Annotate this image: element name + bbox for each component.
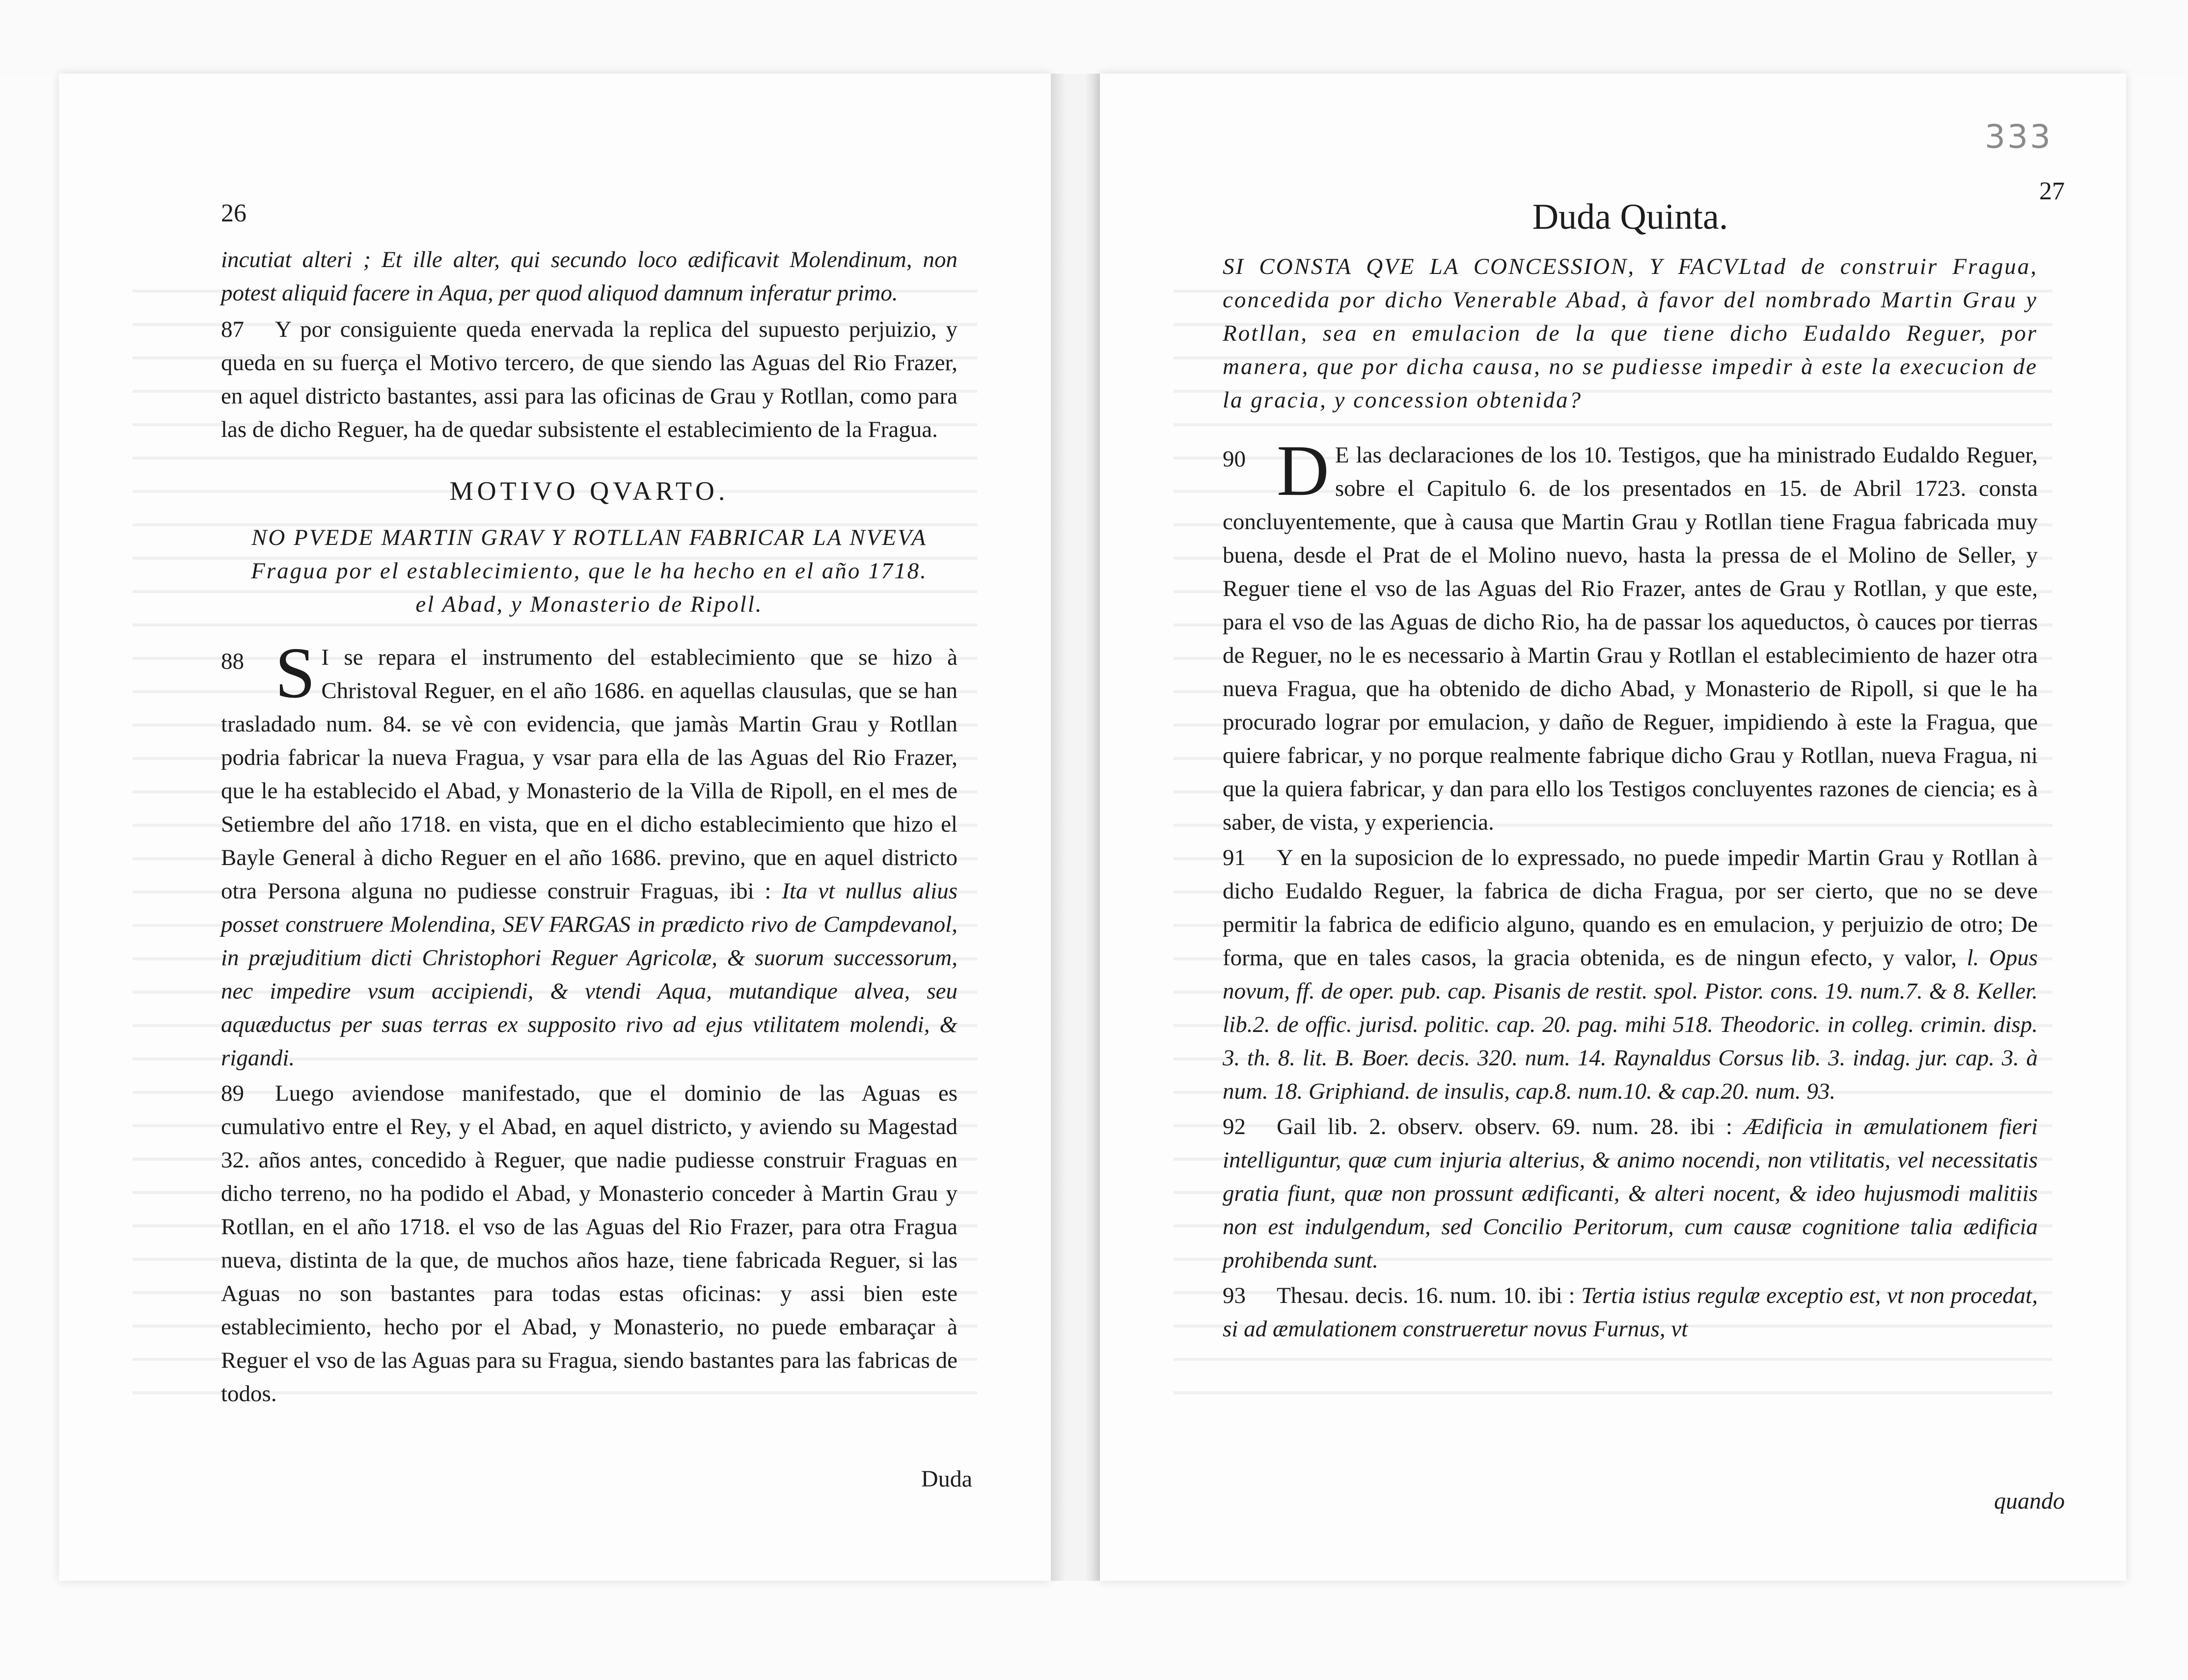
paragraph-93 [1223,1279,2038,1346]
paragraph-number: 89 [221,1081,244,1106]
paragraph-91 [1223,841,2038,1108]
left-page-text [221,243,957,1410]
book-gutter [1051,74,1100,1581]
paragraph-93-lead: Thesau. decis. 16. num. 10. ibi : [1277,1283,1575,1308]
right-page [1100,74,2126,1581]
catchword: Duda [921,1466,972,1492]
catchword: quando [1994,1488,2065,1514]
paragraph-91-text: Y en la suposicion de lo expressado, no puede impedir Martin Grau y Rotllan à dicho Eudaldo Reguer, la fabrica de dicha Fragua, por ser cierto, que no se deve permitir la fabrica de edificio alguno, quando es en emulacion, y perjuizio de otro; De forma, que en tales casos, la gracia obtenida, es de ningun efecto, y valor, [1223,845,2038,971]
paragraph-91-citations: l. Opus novum, ff. de oper. pub. cap. Pisanis de restit. spol. Pistor. cons. 19. num.7. & 8. Keller. lib.2. de offic. jurisd. politic. cap. 20. pag. mihi 518. Theodoric. in colleg. crimin. disp. 3. th. 8. lit. B. Boer. decis. 320. num. 14. Raynaldus Corsus lib. 3. indag. jur. cap. 3. à num. 18. Griphiand. de insulis, cap.8. num.10. & cap.20. num. 93. [1223,945,2038,1104]
paragraph-87-text: Y por consiguiente queda enervada la replica del supuesto perjuizio, y queda en su fuerça el Motivo tercero, de que siendo las Aguas del Rio Frazer, en aquel districto bastantes, assi para las oficinas de Grau y Rotllan, como para las de dicho Reguer, ha de quedar subsistente el establecimiento de la Fragua. [221,317,957,442]
paragraph-89 [221,1077,957,1410]
paragraph-92-latin-quote: Ædificia in æmulationem fieri intelliguntur, quæ cum injuria alterius, & animo nocendi, non vtilitatis, vel necessitatis gratia fiunt, quæ non prossunt ædificanti, & alteri nocent, & ideo hujusmodi malitiis non est indulgendum, sed Concilio Peritorum, cum causæ cognitione talia ædificia prohibenda sunt. [1223,1114,2038,1273]
motivo-heading: MOTIVO QVARTO. [449,476,729,506]
paragraph-87 [221,313,957,446]
paragraph-88-latin-quote: Ita vt nullus alius posset construere Molendina, SEV FARGAS in prædicto rivo de Campdevanol, in præjuditium dicti Christophori Reguer Agricolæ, & suorum successorum, nec impedire vsum accipiendi, & vtendi Aqua, mutandique alvea, seu aquæductus per suas terras ex supposito rivo ad ejus vtilitatem molendi, & rigandi. [221,878,958,1071]
drop-capital: D [1277,431,1329,511]
paragraph-number: 91 [1223,845,1246,870]
paragraph-number: 87 [221,317,244,342]
paragraph-number: 92 [1223,1114,1246,1139]
paragraph-93-latin-quote: Tertia istius regulæ exceptio est, vt non procedat, si ad æmulationem construeretur novus Furnus, vt [1223,1283,2038,1342]
paragraph-88 [221,633,958,1075]
paragraph-92-lead: Gail lib. 2. observ. observ. 69. num. 28. ibi : [1277,1114,1732,1139]
paragraph-89-text: Luego aviendose manifestado, que el dominio de las Aguas es cumulativo entre el Rey, y el Abad, en aquel districto, y aviendo su Magestad 32. años antes, concedido à Reguer, que nadie pudiesse construir Fraguas en dicho terreno, no ha podido el Abad, y Monasterio conceder à Martin Grau y Rotllan, en el año 1718. el vso de las Aguas del Rio Frazer, para otra Fragua nueva, distinta de la que, de muchos años haze, tiene fabricada Reguer, si las Aguas no son bastantes para todas estas oficinas: y assi bien este establecimiento, hecho por el Abad, y Monasterio, no puede embaraçar à Reguer el vso de las Aguas para su Fragua, siendo bastantes para las fabricas de todos. [221,1081,957,1407]
paragraph-number: 93 [1223,1283,1246,1308]
left-page [59,74,1051,1581]
paragraph-number: 88 [221,649,244,674]
continued-paragraph: incutiat alteri ; Et ille alter, qui secundo loco ædificavit Molendinum, non potest aliquid facere in Aqua, per quod aliquod damnum inferatur primo. [221,247,957,306]
paragraph-88-text: I se repara el instrumento del establecimiento que se hizo à Christoval Reguer, en el año 1686. en aquellas clausulas, que se han trasladado num. 84. se vè con evidencia, que jamàs Martin Grau y Rotllan podria fabricar la nueva Fragua, y vsar para ella de las Aguas del Rio Frazer, que le ha establecido el Abad, y Monasterio de la Villa de Ripoll, en el mes de Setiembre del año 1718. en vista, que en el dicho establecimiento que hizo el Bayle General à dicho Reguer en el año 1686. previno, que en aquel districto otra Persona alguna no pudiesse construir Fraguas, ibi : [221,645,957,904]
duda-heading: Duda Quinta. [1532,197,1728,237]
paragraph-number: 90 [1223,446,1246,472]
motivo-subtitle: NO PVEDE MARTIN GRAV Y ROTLLAN FABRICAR LA NVEVA Fragua por el establecimiento, que le ha hecho en el año 1718. el Abad, y Monasterio de Ripoll. [251,525,928,617]
pencil-folio-mark: 333 [1985,118,2052,156]
right-page-number: 27 [2039,177,2065,205]
paragraph-90-text: E las declaraciones de los 10. Testigos, que ha ministrado Eudaldo Reguer, sobre el Capitulo 6. de los presentados en 15. de Abril 1723. consta concluyentemente, que à causa que Martin Grau y Rotllan tiene Fragua fabricada muy buena, desde el Prat de el Molino nuevo, hasta la pressa de el Molino de Seller, y Reguer tiene el vso de las Aguas del Rio Frazer, antes de Grau y Rotllan, y que este, para el vso de las Aguas de dicho Rio, ha de passar los aqueductos, ò cauces por tierras de Reguer, no le es necessario à Martin Grau y Rotllan el establecimiento de hazer otra nueva Fragua, que ha obtenido de dicho Abad, y Monasterio de Ripoll, si que le ha procurado lograr por emulacion, y daño de Reguer, impidiendo à este la Fragua, que quiere fabricar, y no porque realmente fabrique dicho Grau y Rotllan, nueva Fragua, ni que la quiera fabricar, y dan para ello los Testigos concluyentes razones de ciencia; es à saber, de vista, y experiencia. [1223,442,2038,835]
paragraph-92 [1223,1110,2038,1277]
paragraph-90 [1223,431,2038,839]
left-page-number: 26 [221,199,246,227]
scan-background [0,0,2188,74]
drop-capital: S [275,633,316,713]
right-page-text [1223,196,2038,1346]
duda-question: SI CONSTA QVE LA CONCESSION, Y FACVLtad de construir Fragua, concedida por dicho Venerable Abad, à favor del nombrado Martin Grau y Rotllan, sea en emulacion de la que tiene dicho Eudaldo Reguer, por manera, que por dicha causa, no se pudiesse impedir à este la execucion de la gracia, y concession obtenida? [1223,254,2038,413]
